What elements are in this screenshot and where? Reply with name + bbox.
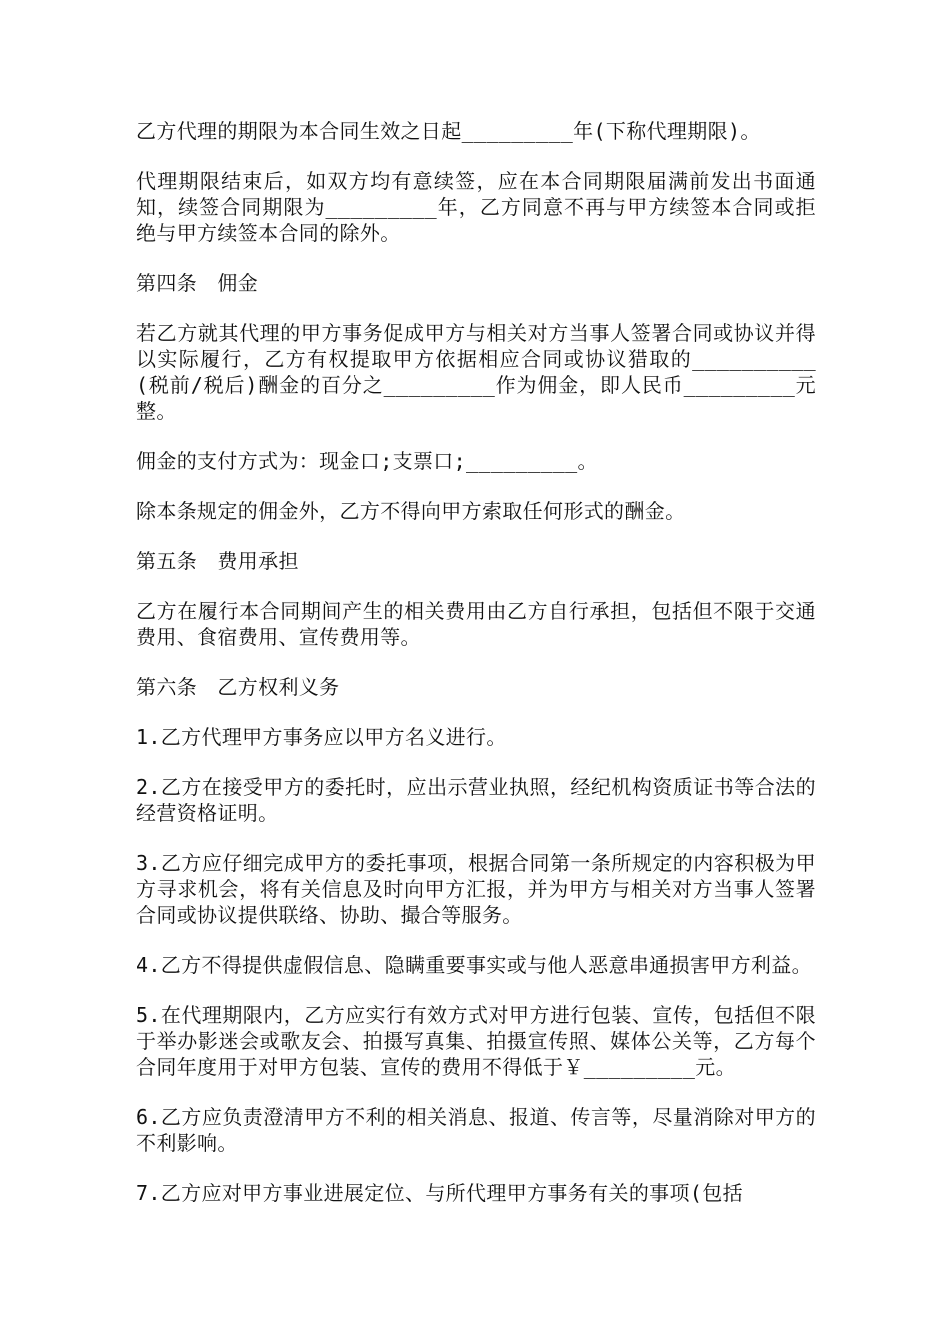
list-item-3: 3.乙方应仔细完成甲方的委托事项，根据合同第一条所规定的内容积极为甲方寻求机会，将有关信息及时向甲方汇报，并为甲方与相关对方当事人签署合同或协议提供联络、协助、撮合等服务。: [136, 851, 816, 927]
paragraph-expenses: 乙方在履行本合同期间产生的相关费用由乙方自行承担，包括但不限于交通费用、食宿费用、宣传费用等。: [136, 599, 816, 649]
paragraph-renewal: 代理期限结束后，如双方均有意续签，应在本合同期限届满前发出书面通知，续签合同期限为_________年，乙方同意不再与甲方续签本合同或拒绝与甲方续签本合同的除外。: [136, 169, 816, 245]
paragraph-no-other-fees: 除本条规定的佣金外，乙方不得向甲方索取任何形式的酬金。: [136, 499, 686, 523]
paragraph-commission: 若乙方就其代理的甲方事务促成甲方与相关对方当事人签署合同或协议并得以实际履行，乙方有权提取甲方依据相应合同或协议猎取的__________(税前/税后)酬金的百分之_________作为佣金，即人民币_________元整。: [136, 321, 816, 423]
list-item-1: 1.乙方代理甲方事务应以甲方名义进行。: [136, 725, 507, 749]
list-item-4: 4.乙方不得提供虚假信息、隐瞒重要事实或与他人恶意串通损害甲方利益。: [136, 953, 812, 977]
list-item-2: 2.乙方在接受甲方的委托时，应出示营业执照，经纪机构资质证书等合法的经营资格证明。: [136, 775, 816, 825]
paragraph-payment-method: 佣金的支付方式为：现金口;支票口;_________。: [136, 449, 598, 473]
list-item-5: 5.在代理期限内，乙方应实行有效方式对甲方进行包装、宣传，包括但不限于举办影迷会或歌友会、拍摄写真集、拍摄宣传照、媒体公关等，乙方每个合同年度用于对甲方包装、宣传的费用不得低于￥_________元。: [136, 1003, 816, 1079]
section-heading-6: 第六条 乙方权利义务: [136, 675, 340, 699]
list-item-7: 7.乙方应对甲方事业进展定位、与所代理甲方事务有关的事项(包括: [136, 1181, 743, 1205]
list-item-6: 6.乙方应负责澄清甲方不利的相关消息、报道、传言等，尽量消除对甲方的不利影响。: [136, 1105, 816, 1155]
document-page: [136, 118, 816, 1230]
section-heading-5: 第五条 费用承担: [136, 549, 299, 573]
paragraph-agency-term: 乙方代理的期限为本合同生效之日起_________年(下称代理期限)。: [136, 119, 761, 143]
section-heading-4: 第四条 佣金: [136, 271, 259, 295]
